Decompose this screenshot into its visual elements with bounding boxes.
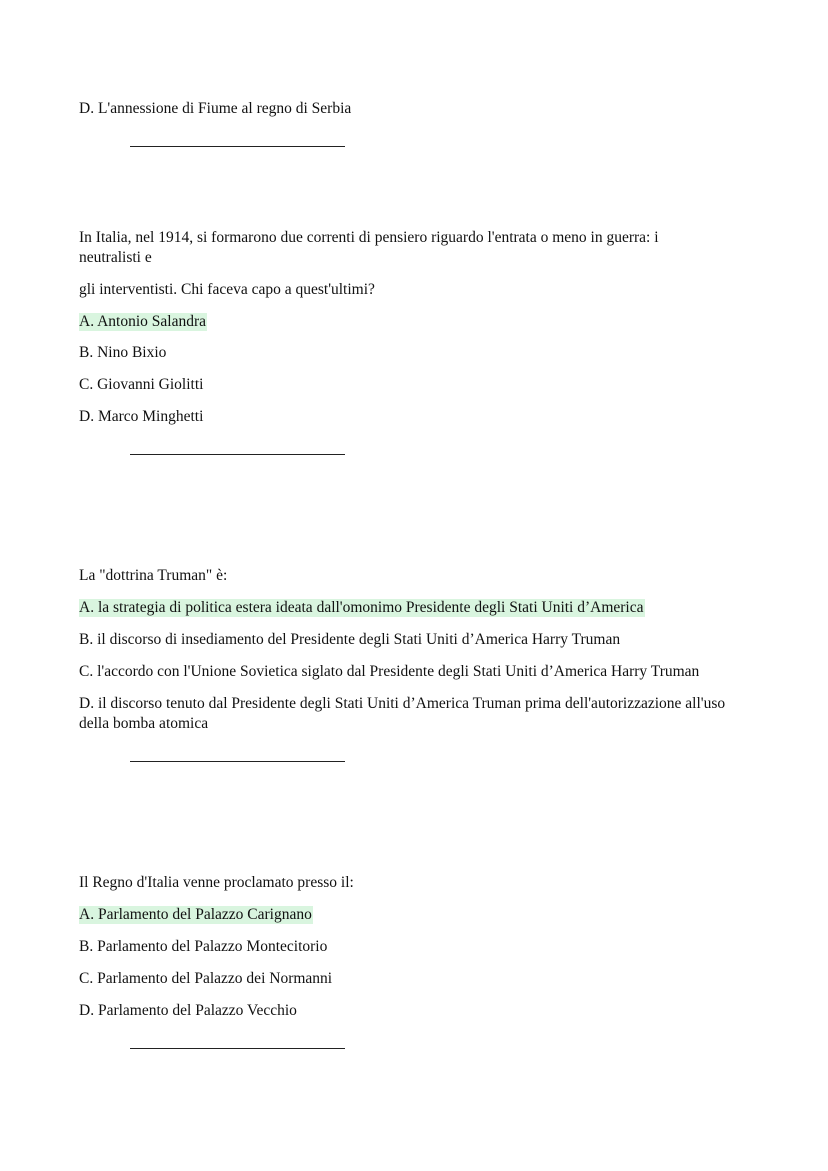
option-b: B. Nino Bixio — [79, 344, 167, 361]
correct-answer-highlight: A. la strategia di politica estera ideata dall'omonimo Presidente degli Stati Uniti d’America — [79, 599, 644, 616]
question-text: Il Regno d'Italia venne proclamato presso il: — [79, 874, 354, 891]
option-a-correct — [79, 312, 207, 332]
option-d: D. Marco Minghetti — [79, 408, 204, 425]
question-text-line: neutralisti e — [79, 249, 152, 266]
separator-line — [130, 454, 345, 455]
option-c: C. l'accordo con l'Unione Sovietica siglato dal Presidente degli Stati Uniti d’America Harry Truman — [79, 663, 700, 680]
option-d: D. L'annessione di Fiume al regno di Serbia — [79, 100, 352, 117]
option-c: C. Giovanni Giolitti — [79, 376, 204, 393]
correct-answer-highlight: A. Antonio Salandra — [79, 313, 206, 330]
separator-line — [130, 761, 345, 762]
option-d: D. Parlamento del Palazzo Vecchio — [79, 1002, 297, 1019]
correct-answer-highlight: A. Parlamento del Palazzo Carignano — [79, 906, 312, 923]
option-b: B. Parlamento del Palazzo Montecitorio — [79, 938, 328, 955]
question-text-line: gli interventisti. Chi faceva capo a quest'ultimi? — [79, 281, 375, 298]
question-text-line: In Italia, nel 1914, si formarono due correnti di pensiero riguardo l'entrata o meno in guerra: i — [79, 229, 659, 246]
option-b: B. il discorso di insediamento del Presidente degli Stati Uniti d’America Harry Truman — [79, 631, 621, 648]
separator-line — [130, 1048, 345, 1049]
option-c: C. Parlamento del Palazzo dei Normanni — [79, 970, 333, 987]
separator-line — [130, 146, 345, 147]
option-a-correct — [79, 598, 645, 618]
option-a-correct — [79, 905, 313, 925]
question-text: La "dottrina Truman" è: — [79, 567, 228, 584]
option-d: D. il discorso tenuto dal Presidente degli Stati Uniti d’America Truman prima dell'autorizzazione all'uso della bomba atomica — [79, 695, 726, 732]
